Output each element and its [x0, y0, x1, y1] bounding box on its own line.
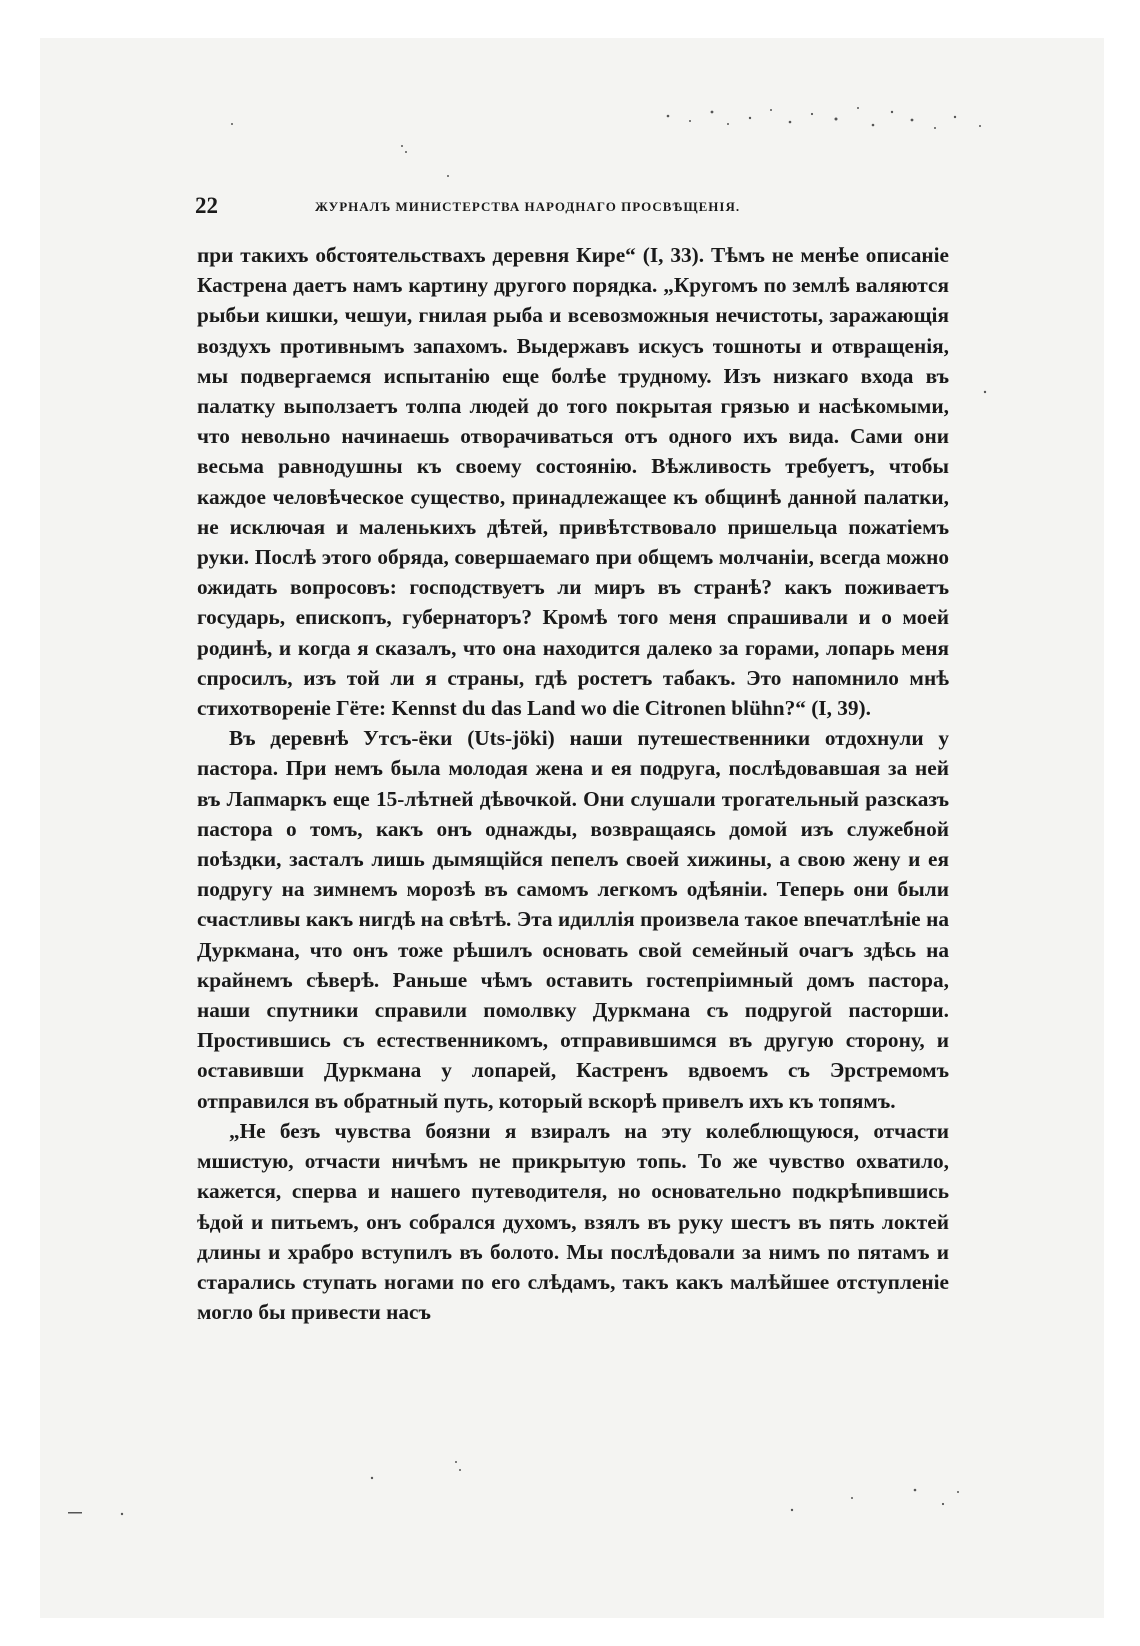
page-number: 22 [195, 193, 218, 218]
paragraph-3: „Не безъ чувства боязни я взиралъ на эту колеблющуюся, отчасти мшистую, отчасти ничѣмъ не прикрытую топь. То же чувство охватило, кажется, сперва и нашего путеводителя, но основательно подкрѣпившись ѣдой и питьемъ, онъ собрался духомъ, взялъ въ руку шестъ въ пять локтей длины и храбро вступилъ въ болото. Мы послѣдовали за нимъ по пятамъ и старались ступать ногами по его слѣдамъ, такъ какъ малѣйшее отступленіе могло бы привести насъ [197, 1118, 949, 1325]
body-text [197, 240, 949, 1327]
running-header [195, 193, 955, 221]
paragraph-1: при такихъ обстоятельствахъ деревня Кирe“ (I, 33). Тѣмъ не менѣе описаніе Кастрена даетъ намъ картину другого порядка. „Кругомъ по землѣ валяются рыбьи кишки, чешуи, гнилая рыба и всевозможныя нечистоты, заражающія воздухъ противнымъ запахомъ. Выдержавъ искусъ тошноты и отвращенія, мы подвергаемся испытанію еще болѣе трудному. Изъ низкаго входа въ палатку выползаетъ толпа людей до того покрытая грязью и насѣкомыми, что невольно начинаешь отворачиваться отъ одного ихъ вида. Сами они весьма равнодушны къ своему состоянію. Вѣжливость требуетъ, чтобы каждое человѣческое существо, принадлежащее къ общинѣ данной палатки, не исключая и маленькихъ дѣтей, привѣтствовало пришельца пожатіемъ руки. Послѣ этого обряда, совершаемаго при общемъ молчаніи, всегда можно ожидать вопросовъ: господствуетъ ли миръ въ странѣ? какъ поживаетъ государь, епископъ, губернаторъ? Кромѣ того меня спрашивали и о моей родинѣ, и когда я сказалъ, что она находится далеко за горами, лопарь меня спросилъ, изъ той ли я страны, гдѣ ростетъ табакъ. Это напомнило мнѣ стихотвореніе Гёте: Kennst du das Land wo die Citronen blühn?“ (I, 39). [197, 243, 949, 721]
journal-title: ЖУРНАЛЪ МИНИСТЕРСТВА НАРОДНАГО ПРОСВѢЩЕНІЯ. [315, 199, 741, 214]
paragraph-2: Въ деревнѣ Утсъ-ёки (Uts-jöki) наши путешественники отдохнули у пастора. При немъ была молодая жена и ея подруга, послѣдовавшая за ней въ Лапмаркъ еще 15-лѣтней дѣвочкой. Они слушали трогательный разсказъ пастора о томъ, какъ онъ однажды, возвращаясь домой изъ служебной поѣздки, засталъ лишь дымящійся пепелъ своей хижины, а свою жену и ея подругу на зимнемъ морозѣ въ самомъ легкомъ одѣяніи. Теперь они были счастливы какъ нигдѣ на свѣтѣ. Эта идиллія произвела такое впечатлѣніе на Дуркмана, что онъ тоже рѣшилъ основать свой семейный очагъ здѣсь на крайнемъ сѣверѣ. Раньше чѣмъ оставить гостепріимный домъ пастора, наши спутники справили помолвку Дуркмана съ подругой пасторши. Простившись съ естественникомъ, отправившимся въ другую сторону, и оставивши Дуркмана у лопарей, Кастренъ вдвоемъ съ Эрстремомъ отправился въ обратный путь, который вскорѣ привелъ ихъ къ топямъ. [197, 726, 949, 1113]
top-right-specks [231, 107, 981, 177]
